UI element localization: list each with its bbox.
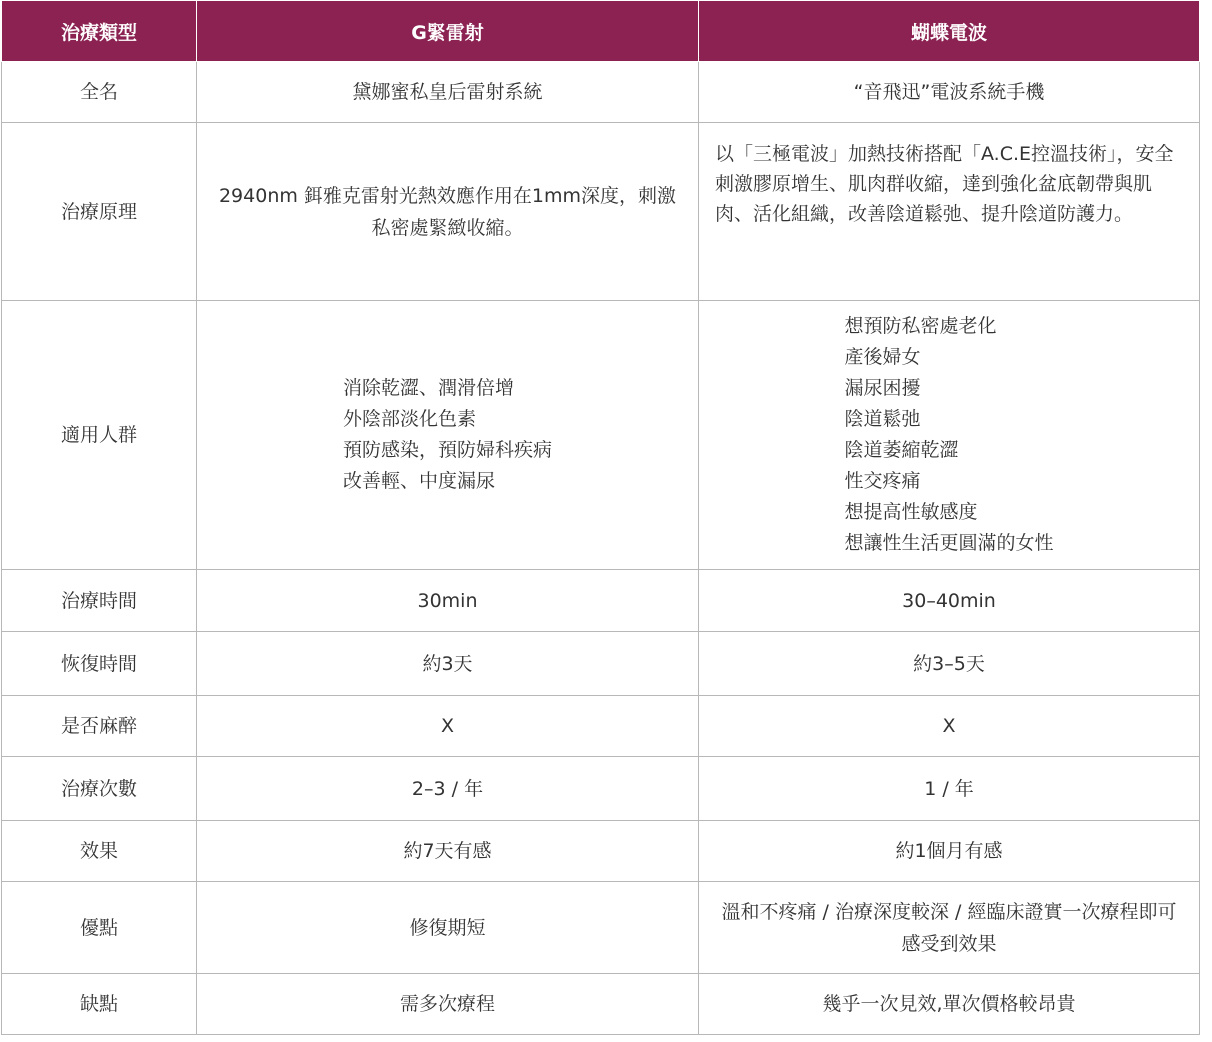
- table-row: [2, 974, 1200, 1035]
- table-row: [2, 821, 1200, 882]
- header-g-laser: G緊雷射: [197, 1, 699, 62]
- list-item: 產後婦女: [844, 346, 921, 368]
- row-label-pros: 優點: [2, 882, 197, 974]
- g-cons: 需多次療程: [197, 974, 699, 1035]
- g-recovery: 約3天: [197, 632, 699, 696]
- list-item: 消除乾澀、潤滑倍增: [342, 377, 514, 399]
- comparison-table-wrapper: [1, 0, 1199, 1035]
- g-principle-text: 2940nm 鉺雅克雷射光熱效應作用在1mm深度，刺激私密處緊緻收縮。: [218, 184, 677, 239]
- b-count: 1 / 年: [699, 757, 1200, 821]
- b-suitable: [699, 301, 1200, 570]
- table-row: [2, 62, 1200, 123]
- row-label-recovery: 恢復時間: [2, 632, 197, 696]
- g-suitable: [197, 301, 699, 570]
- b-recovery: 約3–5天: [699, 632, 1200, 696]
- g-time: 30min: [197, 570, 699, 632]
- b-fullname: “音飛迅”電波系統手機: [699, 62, 1200, 123]
- g-effect: 約7天有感: [197, 821, 699, 882]
- table-row: [2, 757, 1200, 821]
- table-row: [2, 882, 1200, 974]
- list-item: 預防感染，預防婦科疾病: [342, 439, 552, 461]
- g-fullname: 黛娜蜜私皇后雷射系統: [197, 62, 699, 123]
- row-label-effect: 效果: [2, 821, 197, 882]
- g-suitable-list: [343, 373, 552, 497]
- list-item: 陰道萎縮乾澀: [844, 439, 959, 461]
- b-pros-text: 溫和不疼痛 / 治療深度較深 / 經臨床證實一次療程即可感受到效果: [721, 900, 1177, 955]
- g-count: 2–3 / 年: [197, 757, 699, 821]
- b-suitable-list: [844, 311, 1053, 559]
- table-row: [2, 696, 1200, 757]
- list-item: 想提高性敏感度: [844, 501, 978, 523]
- row-label-suitable: 適用人群: [2, 301, 197, 570]
- list-item: 想預防私密處老化: [844, 315, 997, 337]
- table-row: [2, 123, 1200, 301]
- list-item: 想讓性生活更圓滿的女性: [844, 532, 1054, 554]
- row-label-principle: 治療原理: [2, 123, 197, 301]
- header-row: [2, 1, 1200, 62]
- g-anesthesia: X: [197, 696, 699, 757]
- b-pros: [699, 882, 1200, 974]
- b-time: 30–40min: [699, 570, 1200, 632]
- b-principle: [699, 123, 1200, 301]
- row-label-fullname: 全名: [2, 62, 197, 123]
- table-row: [2, 632, 1200, 696]
- table-row: [2, 301, 1200, 570]
- row-label-anesthesia: 是否麻醉: [2, 696, 197, 757]
- b-cons: 幾乎一次見效,單次價格較昂貴: [699, 974, 1200, 1035]
- comparison-table: [1, 0, 1200, 1035]
- b-effect: 約1個月有感: [699, 821, 1200, 882]
- header-butterfly-rf: 蝴蝶電波: [699, 1, 1200, 62]
- g-pros: 修復期短: [197, 882, 699, 974]
- row-label-cons: 缺點: [2, 974, 197, 1035]
- list-item: 陰道鬆弛: [844, 408, 921, 430]
- list-item: 性交疼痛: [844, 470, 921, 492]
- list-item: 外陰部淡化色素: [342, 408, 476, 430]
- table-row: [2, 570, 1200, 632]
- b-anesthesia: X: [699, 696, 1200, 757]
- row-label-time: 治療時間: [2, 570, 197, 632]
- g-principle: [197, 123, 699, 301]
- b-principle-text: 以「三極電波」加熱技術搭配「A.C.E控溫技術」，安全刺激膠原增生、肌肉群收縮，達到強化盆底韌帶與肌肉、活化組織，改善陰道鬆弛、提升陰道防護力。: [715, 143, 1174, 225]
- list-item: 改善輕、中度漏尿: [342, 470, 495, 492]
- list-item: 漏尿困擾: [844, 377, 921, 399]
- row-label-count: 治療次數: [2, 757, 197, 821]
- header-treatment-type: 治療類型: [2, 1, 197, 62]
